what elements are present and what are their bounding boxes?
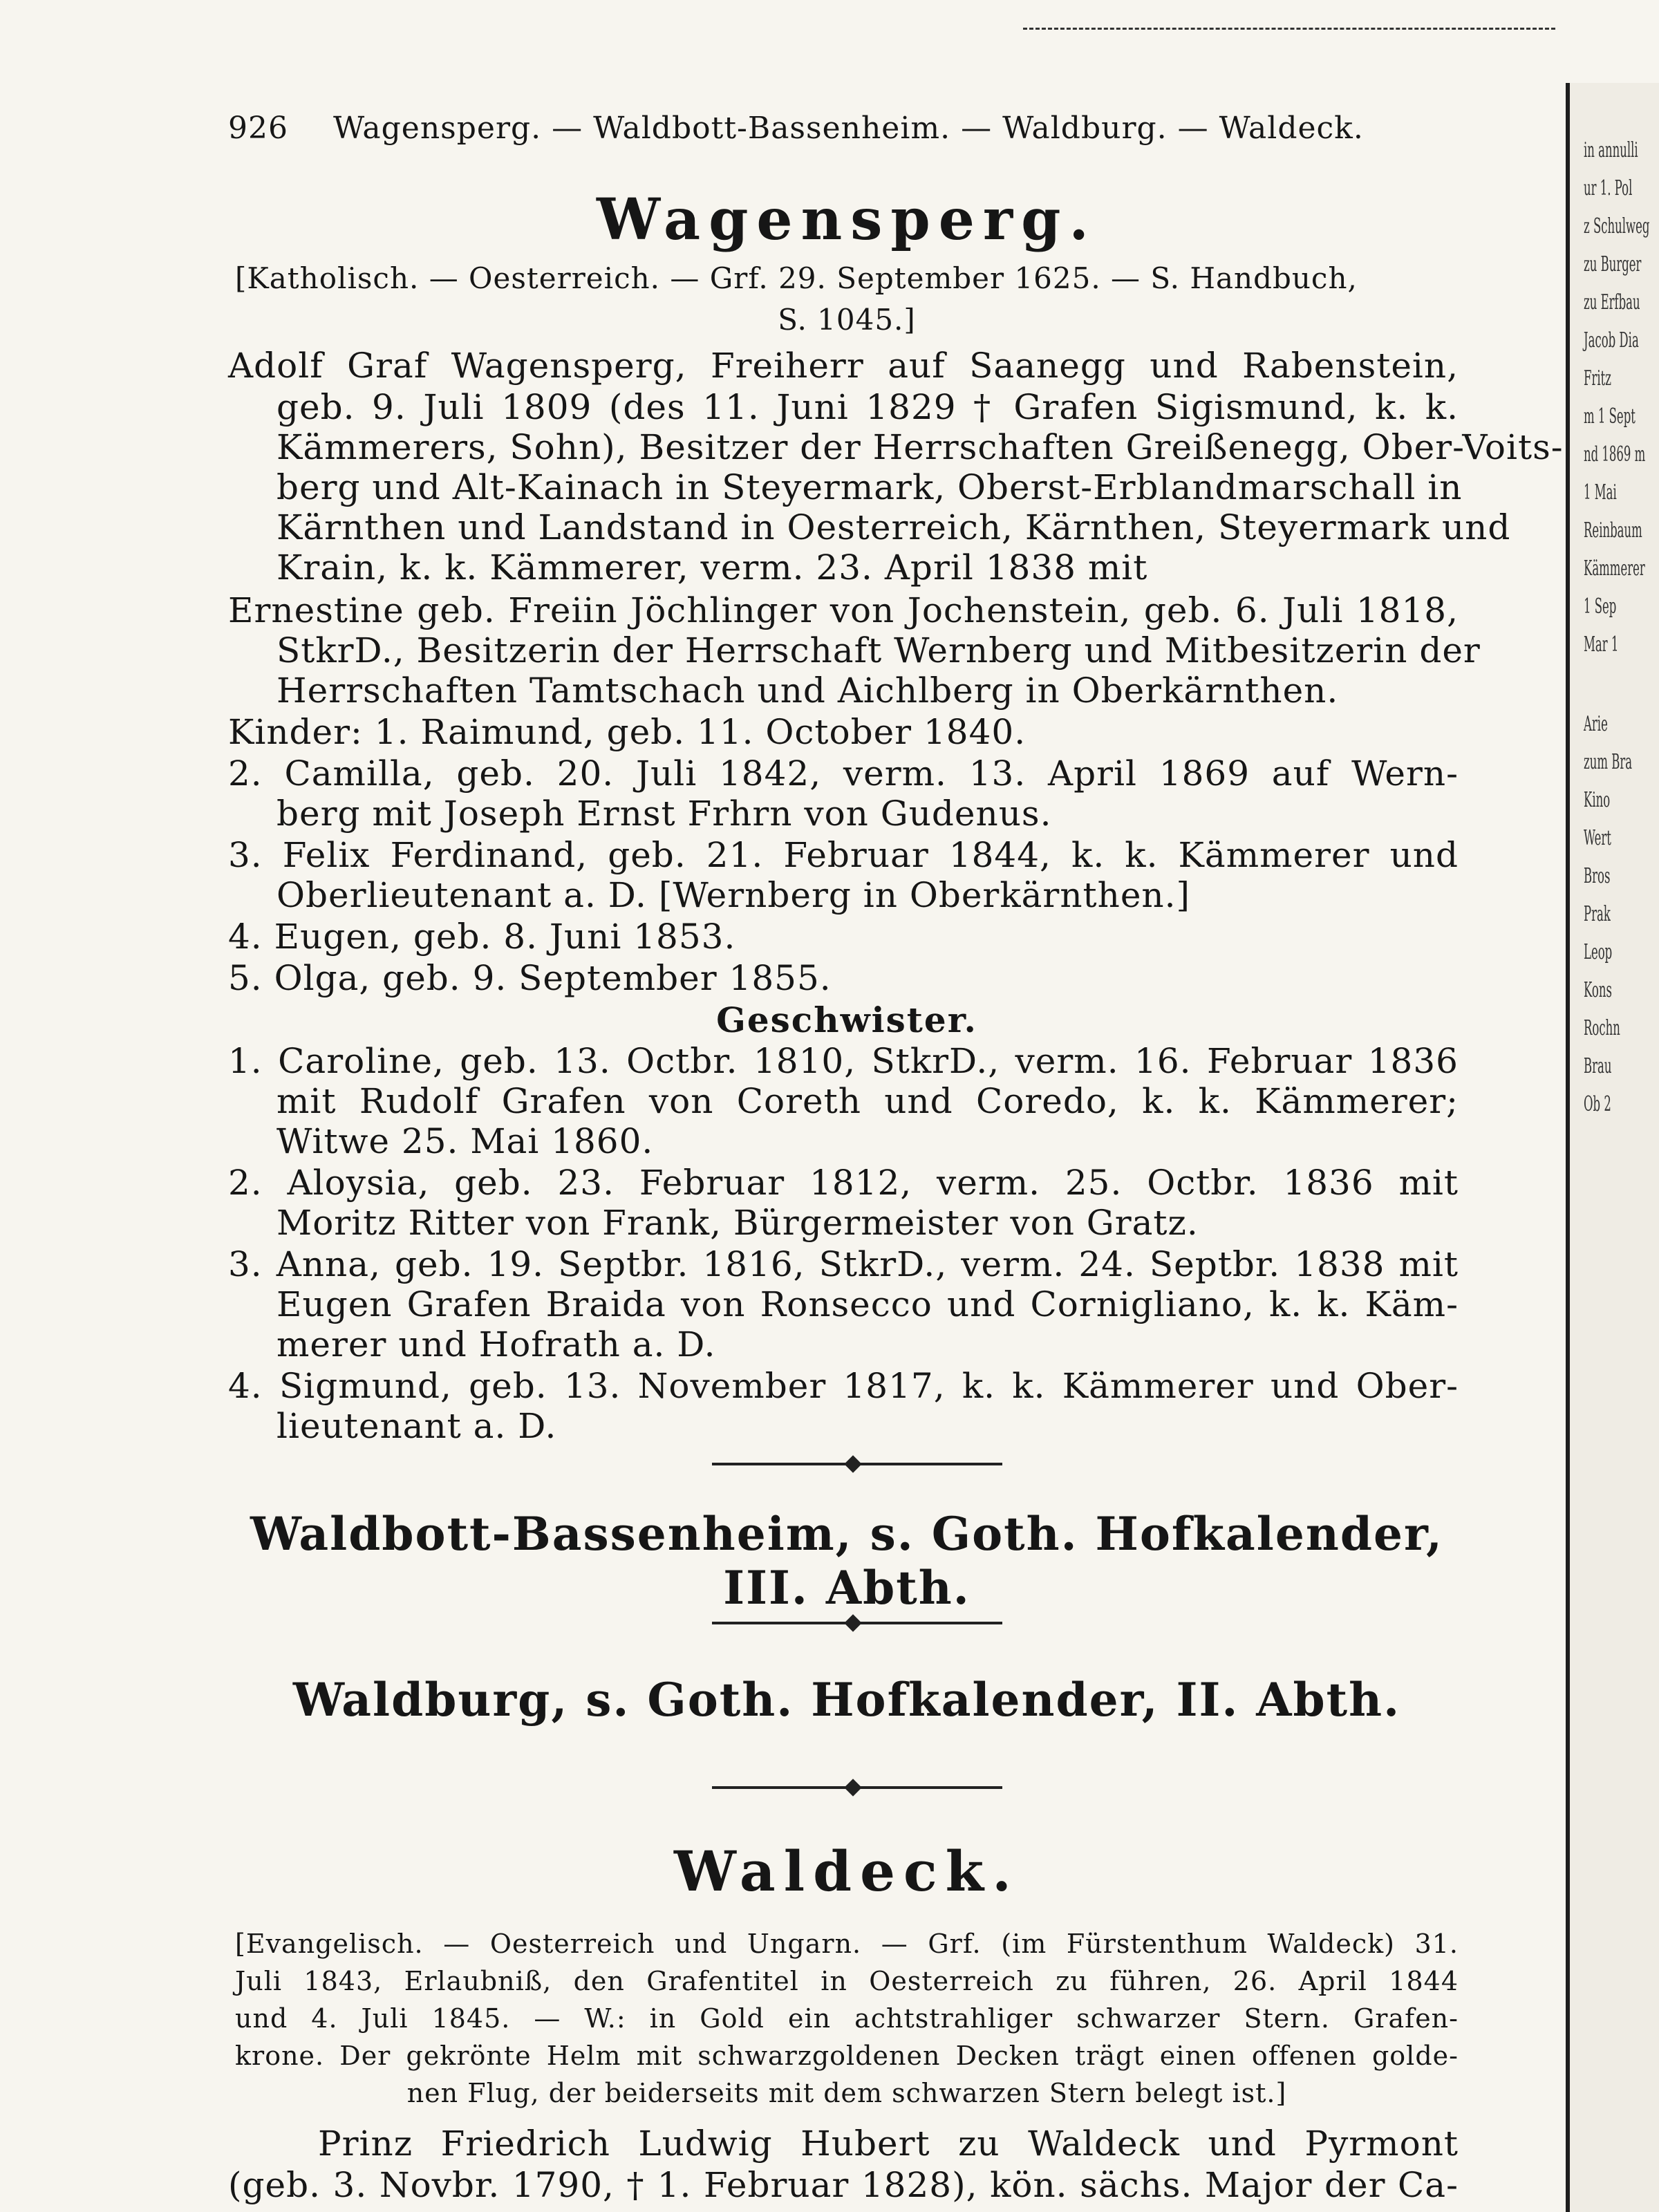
child-line: 2. Camilla, geb. 20. Juli 1842, verm. 13. April 1869 auf Wern- [228,753,1459,794]
section-title-wagensperg: Wagensperg. [597,187,1097,253]
section-divider [712,1786,1002,1789]
head-line: berg und Alt-Kainach in Steyermark, Oberst-Erblandmarschall in [276,467,1463,507]
siblings-heading: Geschwister. [716,1000,977,1040]
head-line: Adolf Graf Wagensperg, Freiherr auf Saanegg und Rabenstein, [228,346,1459,386]
margin-fragment: Prak [1584,902,1611,926]
child-line: 3. Felix Ferdinand, geb. 21. Februar 1844, k. k. Kämmerer und [228,835,1459,875]
sibling-line: Eugen Grafen Braida von Ronsecco und Cornigliano, k. k. Käm- [276,1284,1459,1324]
child-line: 4. Eugen, geb. 8. Juni 1853. [228,917,736,957]
child-line: berg mit Joseph Ernst Frhrn von Gudenus. [276,794,1052,834]
margin-fragment: 1 Mai [1584,480,1617,505]
section-divider [712,1622,1002,1624]
waldeck-meta-line: nen Flug, der beiderseits mit dem schwarzen Stern belegt ist.] [406,2078,1287,2108]
waldeck-meta-line: und 4. Juli 1845. — W.: in Gold ein achtstrahliger schwarzer Stern. Grafen- [235,2003,1459,2034]
sibling-line: Witwe 25. Mai 1860. [276,1121,654,1161]
waldeck-body-line: Prinz Friedrich Ludwig Hubert zu Waldeck und Pyrmont [318,2124,1459,2164]
sibling-line: 1. Caroline, geb. 13. Octbr. 1810, StkrD., verm. 16. Februar 1836 [228,1041,1459,1081]
margin-fragment: m 1 Sept [1584,404,1635,429]
margin-fragment: Kons [1584,978,1612,1002]
wife-line: Ernestine geb. Freiin Jöchlinger von Jochenstein, geb. 6. Juli 1818, [228,590,1459,630]
margin-fragment: nd 1869 m [1584,442,1646,467]
child-line: Oberlieutenant a. D. [Wernberg in Oberkärnthen.] [276,875,1191,915]
margin-fragment: zum Bra [1584,750,1633,774]
waldeck-meta-line: [Evangelisch. — Oesterreich und Ungarn. — Grf. (im Fürstenthum Waldeck) 31. [235,1929,1459,1959]
waldeck-body-line: (geb. 3. Novbr. 1790, † 1. Februar 1828), kön. sächs. Major der Ca- [228,2165,1459,2205]
margin-fragment: Reinbaum [1584,518,1642,543]
margin-fragment: Kino [1584,788,1611,812]
waldeck-meta-line: krone. Der gekrönte Helm mit schwarzgoldenen Decken trägt einen offenen golde- [235,2041,1459,2071]
margin-fragment: Mar 1 [1584,632,1619,657]
page-edge-artifact [1023,28,1555,30]
running-head-text: Wagensperg. — Waldbott-Bassenheim. — Waldburg. — Waldeck. [332,111,1364,146]
section-divider [712,1463,1002,1465]
sibling-line: 2. Aloysia, geb. 23. Februar 1812, verm. 25. Octbr. 1836 mit [228,1163,1459,1203]
wife-line: StkrD., Besitzerin der Herrschaft Wernberg und Mitbesitzerin der [276,630,1481,671]
waldeck-meta-line: Juli 1843, Erlaubniß, den Grafentitel in Oesterreich zu führen, 26. April 1844 [235,1966,1459,1996]
wife-line: Herrschaften Tamtschach und Aichlberg in Oberkärnthen. [276,671,1339,711]
sibling-line: merer und Hofrath a. D. [276,1324,716,1365]
margin-fragment: Rochn [1584,1016,1620,1040]
page-number: 926 [228,111,288,146]
sibling-line: 3. Anna, geb. 19. Septbr. 1816, StkrD., verm. 24. Septbr. 1838 mit [228,1244,1459,1284]
head-line: Kämmerers, Sohn), Besitzer der Herrschaften Greißenegg, Ober-Voits- [276,427,1564,467]
margin-fragment: Arie [1584,712,1608,736]
sibling-line: lieutenant a. D. [276,1406,557,1446]
margin-fragment: zu Erfbau [1584,290,1640,315]
running-head [228,111,1364,146]
margin-fragment: Fritz [1584,366,1611,391]
meta-line: [Katholisch. — Oesterreich. — Grf. 29. September 1625. — S. Handbuch, [235,261,1358,295]
margin-fragment: Wert [1584,826,1611,850]
margin-fragment: Jacob Dia [1584,328,1639,353]
section-title-waldeck: Waldeck. [674,1839,1020,1904]
sibling-line: 4. Sigmund, geb. 13. November 1817, k. k. Kämmerer und Ober- [228,1366,1459,1406]
margin-fragment: Brau [1584,1054,1612,1078]
margin-fragment: ur 1. Pol [1584,176,1633,200]
adjacent-page-margin [1566,83,1659,2212]
margin-fragment: Bros [1584,864,1611,888]
head-line: geb. 9. Juli 1809 (des 11. Juni 1829 † Grafen Sigismund, k. k. [276,387,1459,427]
meta-line: S. 1045.] [778,303,916,337]
head-line: Kärnthen und Landstand in Oesterreich, Kärnthen, Steyermark und [276,507,1511,547]
child-line: Kinder: 1. Raimund, geb. 11. October 1840. [228,712,1027,752]
head-line: Krain, k. k. Kämmerer, verm. 23. April 1838 mit [276,547,1148,588]
child-line: 5. Olga, geb. 9. September 1855. [228,958,832,998]
margin-fragment: Kämmerer [1584,556,1645,581]
margin-fragment: 1 Sep [1584,594,1617,619]
sibling-line: mit Rudolf Grafen von Coreth und Coredo, k. k. Kämmerer; [276,1081,1459,1121]
section-title-waldburg: Waldburg, s. Goth. Hofkalender, II. Abth. [292,1673,1401,1727]
sibling-line: Moritz Ritter von Frank, Bürgermeister von Gratz. [276,1203,1199,1243]
margin-fragment: Leop [1584,940,1613,964]
margin-fragment: in annulli [1584,138,1638,162]
section-title-waldbott: Waldbott-Bassenheim, s. Goth. Hofkalender, III. Abth. [250,1507,1443,1615]
margin-fragment: Ob 2 [1584,1092,1611,1116]
margin-fragment: zu Burger [1584,252,1642,276]
margin-fragment: z Schulweg [1584,214,1650,238]
